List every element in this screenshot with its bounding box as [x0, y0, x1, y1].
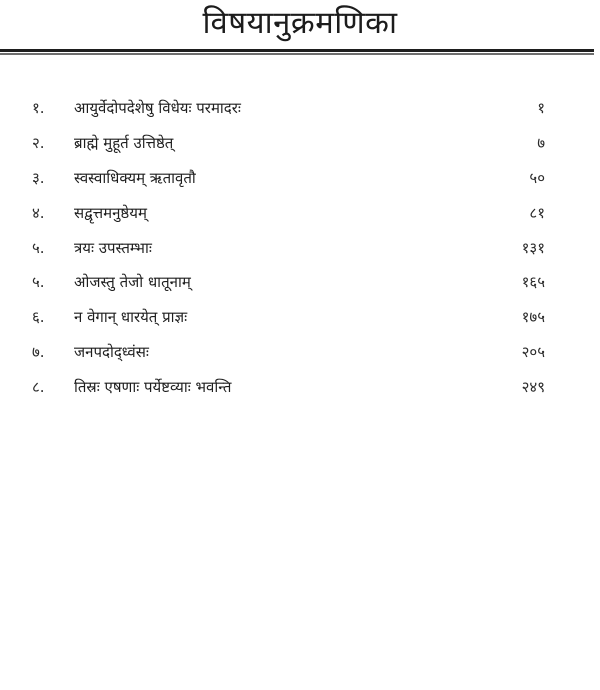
entry-page: ८१ — [529, 203, 545, 222]
entry-title: त्रयः उपस्तम्भाः — [74, 238, 152, 257]
entry-page: १ — [537, 99, 545, 117]
toc-entry — [0, 161, 600, 196]
entry-number: ५. — [32, 273, 45, 292]
toc-entry — [0, 231, 600, 266]
entry-title: ओजस्तु तेजो धातूनाम् — [74, 273, 191, 292]
entry-number: ७. — [32, 343, 45, 362]
toc-entry — [0, 91, 600, 126]
entry-title: स्वस्वाधिक्यम् ऋतावृतौ — [74, 168, 196, 187]
entry-title: न वेगान् धारयेत् प्राज्ञः — [74, 308, 188, 327]
entry-number: ४. — [32, 203, 45, 222]
entry-title: तिस्रः एषणाः पर्येष्टव्याः भवन्ति — [74, 378, 232, 397]
entry-page: १६५ — [521, 273, 545, 292]
entry-page: १३१ — [521, 238, 545, 257]
entry-number: ८. — [32, 378, 45, 397]
toc-entry — [0, 300, 600, 335]
entry-number: ३. — [32, 168, 45, 187]
entry-page: २४९ — [521, 378, 545, 397]
page-title: विषयानुक्रमणिका — [202, 5, 398, 41]
entry-number: ५. — [32, 238, 45, 257]
toc-entry — [0, 335, 600, 370]
entry-title: ब्राह्मे मुहूर्त उत्तिष्ठेत् — [74, 133, 174, 152]
entry-page: १७५ — [521, 308, 545, 327]
entry-page: ७ — [537, 133, 545, 152]
entry-title: आयुर्वेदोपदेशेषु विधेयः परमादरः — [74, 99, 241, 117]
entry-number: १. — [32, 99, 45, 117]
toc-entry — [0, 196, 600, 231]
header-rule-dark — [0, 49, 594, 52]
entry-title: सद्वृत्तमनुष्ठेयम् — [74, 203, 147, 222]
entry-page: २०५ — [521, 343, 545, 362]
table-of-contents — [0, 91, 600, 405]
entry-number: २. — [32, 133, 45, 152]
toc-entry — [0, 265, 600, 300]
entry-title: जनपदोद्ध्वंसः — [74, 343, 149, 362]
header-rule-gray — [0, 53, 594, 55]
toc-entry — [0, 126, 600, 161]
toc-entry — [0, 370, 600, 405]
entry-number: ६. — [32, 308, 45, 327]
entry-page: ५० — [529, 168, 545, 187]
